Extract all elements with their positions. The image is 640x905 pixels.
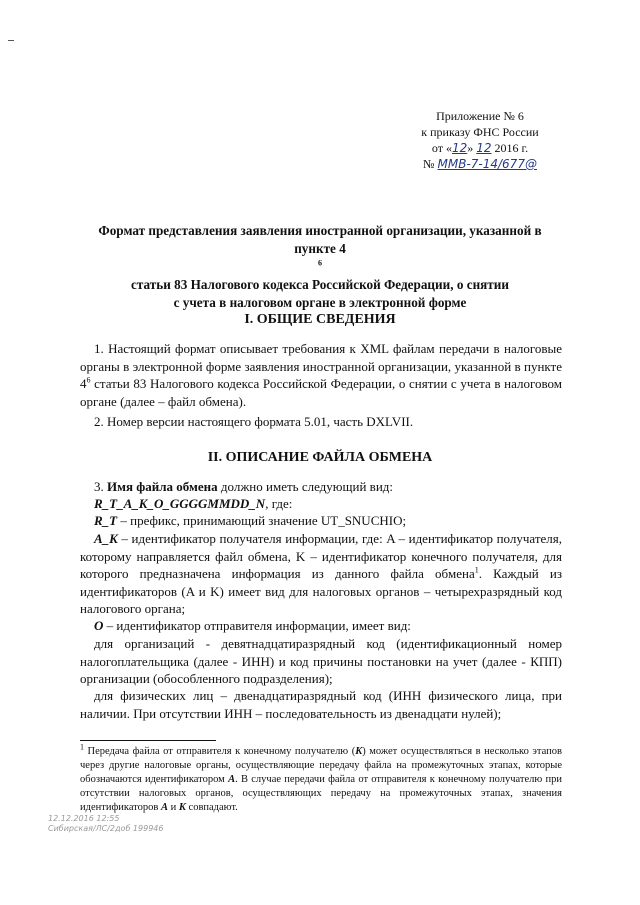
rt-definition xyxy=(80,512,562,530)
ak-definition xyxy=(80,530,562,618)
appendix-line-1: Приложение № 6 xyxy=(436,109,524,123)
stamp-line-1: 12.12.2016 12:55 xyxy=(48,814,120,823)
paragraph-1a: 1. Настоящий формат описывает требования к XML файлам передачи в налоговые органы в электронной форме заявления иностранной организации, указанной в пункте 4 xyxy=(80,341,562,391)
section-2-heading: II. ОПИСАНИЕ ФАЙЛА ОБМЕНА xyxy=(207,450,433,465)
margin-mark xyxy=(8,40,14,41)
rt-text: – префикс, принимающий значение UT_SNUCHIO; xyxy=(117,513,407,528)
footnote-ref: 1 xyxy=(474,565,479,575)
p3-num: 3. xyxy=(94,479,107,494)
paragraph-1b: статьи 83 Налогового кодекса Российской Федерации, о снятии с учета в налоговом органе (далее – файл обмена). xyxy=(80,376,562,409)
pattern-suffix: , где: xyxy=(265,496,293,511)
footnote-text-c: . В случае передачи файла от отправителя к конечному получателю при отсутствии налоговых органов, осуществляющих передачу на промежуточных этапах, значения идентификаторов xyxy=(80,774,562,813)
o-code: O xyxy=(94,618,104,633)
date-year: 2016 г. xyxy=(494,141,529,155)
appendix-date xyxy=(400,140,560,156)
ak-text: – идентификатор получателя информации, где: A – идентификатор получателя, которому направляется файл обмена, K – идентификатор конечного получателя, для которого предназначена информация из данного файла обмена xyxy=(80,531,562,581)
ak-text-2: . Каждый из идентификаторов (A и K) имеет вид для налоговых органов – четырехразрядный код налогового органа; xyxy=(80,566,562,616)
org-definition: для организаций - девятнадцатиразрядный код (идентификационный номер налогоплательщика (далее - ИНН) и код причины постановки на учет (далее - КПП) организации (обособленного подразделения); xyxy=(80,636,562,686)
paragraph-1 xyxy=(80,340,562,410)
footnote-text-e: совпадают. xyxy=(185,802,238,813)
date-month: 12 xyxy=(476,141,492,155)
p3-bold: Имя файла обмена xyxy=(107,479,218,494)
title-line-2b: статьи 83 Налогового кодекса Российской Федерации, о снятии xyxy=(131,277,509,292)
title-line-2a: пункте 4 xyxy=(294,241,346,256)
footnote-text-b: ) может осуществляться в несколько этапов через другие налоговые органы, осуществляющие передачу файла на промежуточных этапах, которые обозначаются идентификатором xyxy=(80,746,562,785)
date-day: 12 xyxy=(451,141,468,155)
section-1-heading: I. ОБЩИЕ СВЕДЕНИЯ xyxy=(244,312,396,327)
file-name-pattern xyxy=(80,495,562,513)
title-sup: 6 xyxy=(318,258,322,268)
footnote-mark: 1 xyxy=(80,742,84,752)
footnote-k2: K xyxy=(178,802,186,813)
paragraph-3 xyxy=(80,478,562,496)
appendix-line-2: к приказу ФНС России xyxy=(421,125,539,139)
appendix-number xyxy=(400,156,560,172)
footnote-a2: A xyxy=(161,802,169,813)
paragraph-2: 2. Номер версии настоящего формата 5.01, часть DXLVII. xyxy=(94,414,414,429)
stamp-line-2: Сибирская/ЛС/2доб 199946 xyxy=(48,824,164,833)
footnote xyxy=(80,742,562,815)
date-mid: » xyxy=(467,141,477,155)
date-prefix: от « xyxy=(431,141,452,155)
order-number: ММВ-7-14/677@ xyxy=(437,157,537,171)
title-line-2 xyxy=(60,240,580,294)
ak-code: A_K xyxy=(94,531,118,546)
footnote-a1: A xyxy=(228,774,236,785)
footnote-text-d: и xyxy=(168,802,179,813)
title-line-1: Формат представления заявления иностранной организации, указанной в xyxy=(98,223,542,238)
title-line-3: с учета в налоговом органе в электронной форме xyxy=(173,295,467,310)
footnote-text-a: Передача файла от отправителя к конечному получателю ( xyxy=(84,746,356,757)
paragraph-1-sup: 6 xyxy=(86,375,91,385)
footnote-k1: K xyxy=(355,746,363,757)
o-text: – идентификатор отправителя информации, имеет вид: xyxy=(103,618,411,633)
registration-stamp xyxy=(48,814,163,834)
o-definition xyxy=(80,617,562,635)
pattern-code: R_T_A_K_O_GGGGMMDD_N xyxy=(94,496,266,511)
p3-rest: должно иметь следующий вид: xyxy=(217,479,394,494)
footnote-divider xyxy=(80,740,216,741)
rt-code: R_T xyxy=(94,513,118,528)
number-prefix: № xyxy=(423,157,438,171)
appendix-block xyxy=(400,108,560,172)
phys-definition: для физических лиц – двенадцатиразрядный код (ИНН физического лица, при наличии. При отсутствии ИНН – последовательность из двенадцати нулей); xyxy=(80,688,562,721)
document-title xyxy=(60,222,580,312)
